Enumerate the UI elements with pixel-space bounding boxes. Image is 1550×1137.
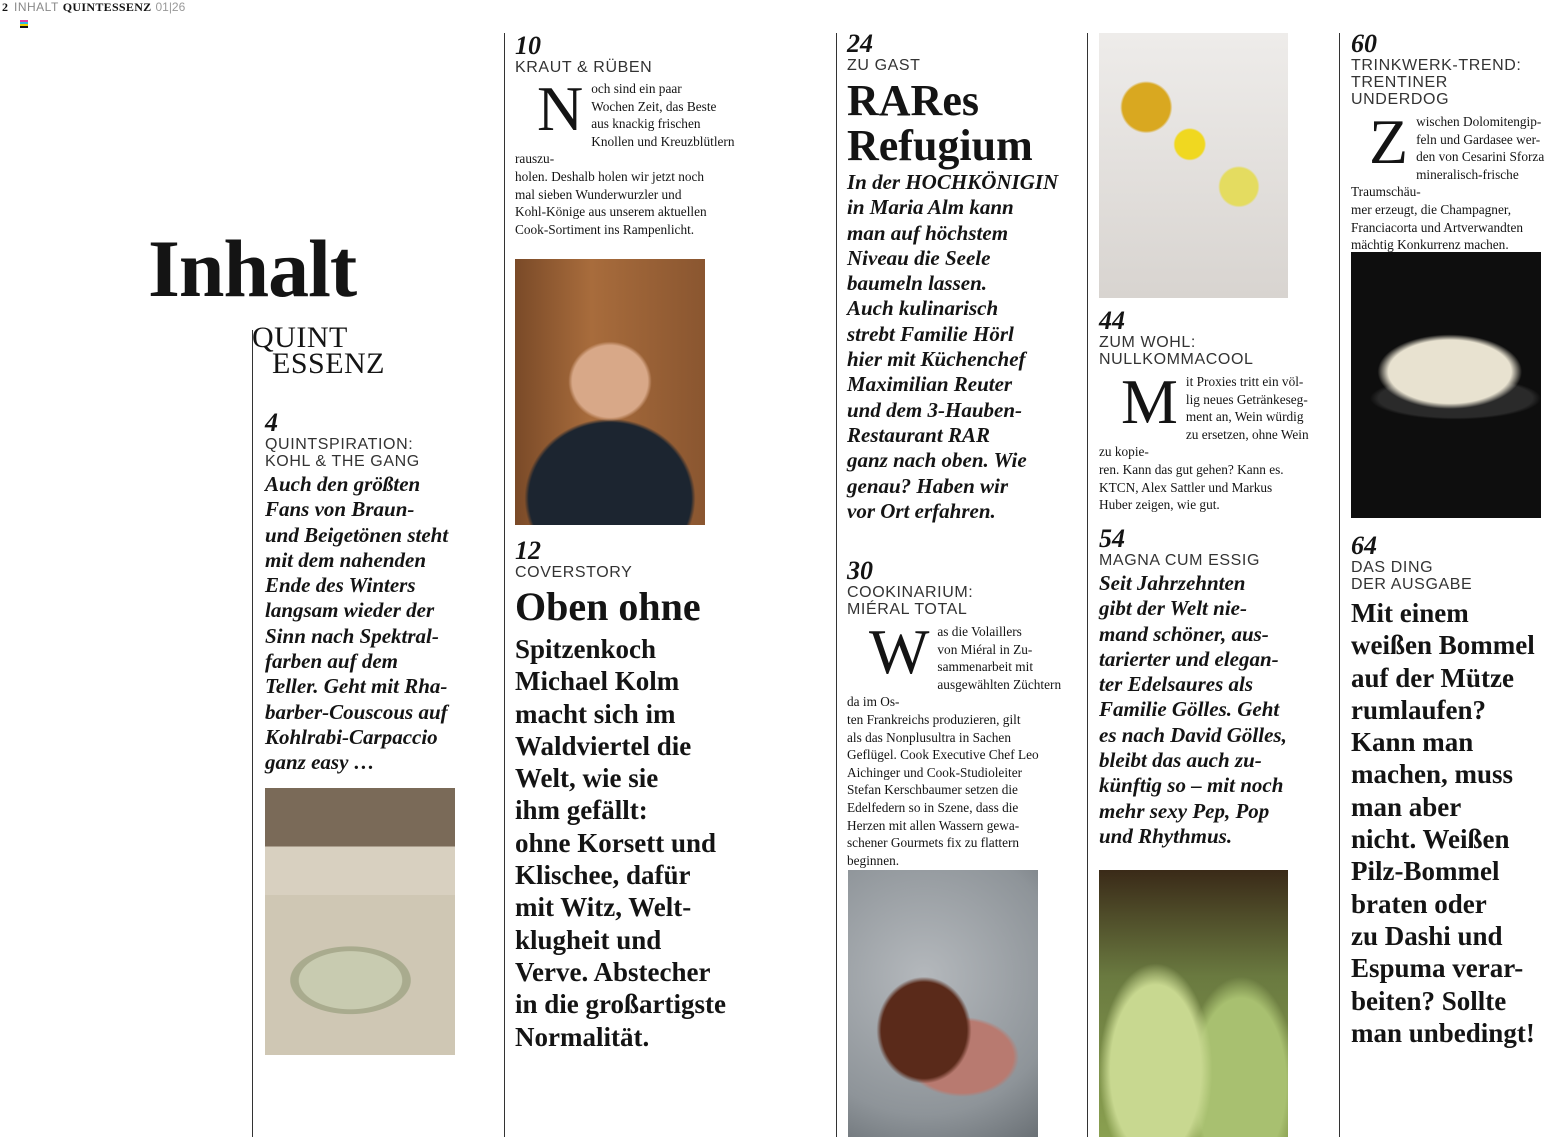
entry-body: as die Volaillers von Miéral in Zu- sammenarbeit mit ausgewählten Züchtern da im Os- ten Frankreichs produzieren, gilt als das Nonplusultra in Sachen Geflügel. Cook Executive Chef Leo Aichinger und Cook-Studioleiter Stefan Kerschbaumer setzen die Edelfedern so in Szene, dass die Herzen mit allen Wassern gewa- schener Gourmets fix zu flattern beginnen. bbox=[847, 624, 1062, 868]
column-divider bbox=[1339, 33, 1340, 1137]
drop-cap: Z bbox=[1369, 106, 1409, 177]
entry-kicker: ZUM WOHL: NULLKOMMACOOL bbox=[1099, 334, 1254, 368]
entry-page-number: 10 bbox=[515, 31, 541, 60]
entry-page-number: 30 bbox=[847, 556, 873, 585]
toc-entry-60[interactable] bbox=[1351, 31, 1550, 254]
entry-body: wischen Dolomitengip- feln und Gardasee wer- den von Cesarini Sforza mineralisch-frische Traumschäu- mer erzeugt, die Champagner, Franciacorta und Artverwandten mächtig Konkurrenz machen. bbox=[1351, 114, 1545, 253]
color-registration-mark bbox=[20, 20, 28, 28]
entry-kicker: TRINKWERK-TREND: TRENTINER UNDERDOG bbox=[1351, 57, 1522, 108]
page-number: 2 bbox=[2, 0, 8, 14]
column-divider bbox=[836, 33, 837, 1137]
entry-kicker: COOKINARIUM: MIÉRAL TOTAL bbox=[847, 584, 974, 618]
entry-lead: Mit einem weißen Bommel auf der Mütze rumlaufen? Kann man machen, muss man aber nicht. Weißen Pilz-Bommel braten oder zu Dashi und Espuma verar- beiten? Sollte man unbedingt! bbox=[1351, 598, 1535, 1048]
toc-entry-54[interactable] bbox=[1099, 526, 1319, 849]
entry-kicker: QUINTSPIRATION: KOHL & THE GANG bbox=[265, 436, 420, 470]
chef-portrait-photo bbox=[515, 259, 705, 525]
toc-entry-4[interactable] bbox=[265, 410, 480, 776]
entry-page-number: 4 bbox=[265, 408, 278, 437]
magazine-logo bbox=[252, 321, 386, 380]
entry-kicker: MAGNA CUM ESSIG bbox=[1099, 552, 1261, 569]
magazine-name: QUINTESSENZ bbox=[62, 0, 152, 14]
drop-cap: M bbox=[1121, 366, 1178, 437]
toc-entry-44[interactable] bbox=[1099, 308, 1314, 514]
entry-lead: Spitzenkoch Michael Kolm macht sich im Waldviertel die Welt, wie sie ihm gefällt: ohne Korsett und Klischee, dafür mit Witz, Welt- klugheit und Verve. Abstecher in die großartigste Normalität. bbox=[515, 634, 726, 1052]
entry-headline: Oben ohne bbox=[515, 584, 701, 629]
entry-kicker: ZU GAST bbox=[847, 57, 921, 74]
entry-headline: RARes Refugium bbox=[847, 76, 1033, 170]
logo-line: ESSENZ bbox=[272, 347, 386, 380]
entry-lead: Auch den größten Fans von Braun- und Beigetönen steht mit dem nahenden Ende des Winters langsam wieder der Sinn nach Spektral- farben auf dem Teller. Geht mit Rha- barber-Couscous auf Kohlrabi-Carpaccio ganz easy … bbox=[265, 472, 449, 775]
toc-entry-10[interactable] bbox=[515, 33, 735, 238]
running-header bbox=[2, 0, 185, 15]
food-plate-photo bbox=[265, 788, 455, 1055]
column-divider bbox=[1087, 33, 1088, 1137]
drop-cap: W bbox=[869, 616, 930, 687]
entry-page-number: 24 bbox=[847, 29, 873, 58]
entry-page-number: 54 bbox=[1099, 524, 1125, 553]
column-divider bbox=[252, 330, 253, 1137]
logo-line: QUINT bbox=[252, 321, 348, 354]
page-title: Inhalt bbox=[148, 223, 357, 314]
column-divider bbox=[504, 33, 505, 1137]
entry-lead: Seit Jahrzehnten gibt der Welt nie- mand schöner, aus- tarierter und elegan- ter Edelsaures als Familie Gölles. Geht es nach David Gölles, bleibt das auch zu- künftig so – mit noch mehr sexy Pep, Pop und Rhythmus. bbox=[1099, 571, 1287, 848]
poultry-dish-photo bbox=[848, 870, 1038, 1137]
entry-kicker: COVERSTORY bbox=[515, 564, 633, 581]
entry-lead: In der HOCHKÖNIGIN in Maria Alm kann man auf höchstem Niveau die Seele baumeln lassen. Auch kulinarisch strebt Familie Hörl hier mit Küchenchef Maximilian Reuter und dem 3-Hauben- Restaurant RAR ganz nach oben. Wie genau? Haben wir vor Ort erfahren. bbox=[847, 170, 1059, 523]
entry-kicker: DAS DING DER AUSGABE bbox=[1351, 559, 1473, 593]
entry-body: och sind ein paar Wochen Zeit, das Beste aus knackig frischen Knollen und Kreuzblütlern rauszu- holen. Deshalb holen wir jetzt noch mal sieben Wunderwurzler und Kohl-Könige aus unserem aktuellen Cook-Sortiment ins Rampenlicht. bbox=[515, 81, 735, 237]
entry-page-number: 64 bbox=[1351, 531, 1377, 560]
mushroom-photo bbox=[1351, 252, 1541, 518]
vinegar-bottles-photo bbox=[1099, 870, 1288, 1137]
entry-body: it Proxies tritt ein völ- lig neues Getränkeseg- ment an, Wein würdig zu ersetzen, ohne Wein zu kopie- ren. Kann das gut gehen? Kann es. KTCN, Alex Sattler und Markus Huber zeigen, wie gut. bbox=[1099, 374, 1309, 513]
entry-kicker: KRAUT & RÜBEN bbox=[515, 59, 653, 76]
entry-page-number: 44 bbox=[1099, 306, 1125, 335]
issue-number: 01|26 bbox=[155, 0, 186, 14]
toc-entry-64[interactable] bbox=[1351, 533, 1550, 1049]
toc-entry-30[interactable] bbox=[847, 558, 1062, 869]
toc-entry-24[interactable] bbox=[847, 31, 1067, 524]
section-label: INHALT bbox=[14, 0, 59, 14]
toc-entry-12[interactable] bbox=[515, 538, 755, 1053]
drop-cap: N bbox=[537, 73, 584, 144]
entry-page-number: 12 bbox=[515, 536, 541, 565]
wine-glasses-photo bbox=[1099, 33, 1288, 298]
entry-page-number: 60 bbox=[1351, 29, 1377, 58]
